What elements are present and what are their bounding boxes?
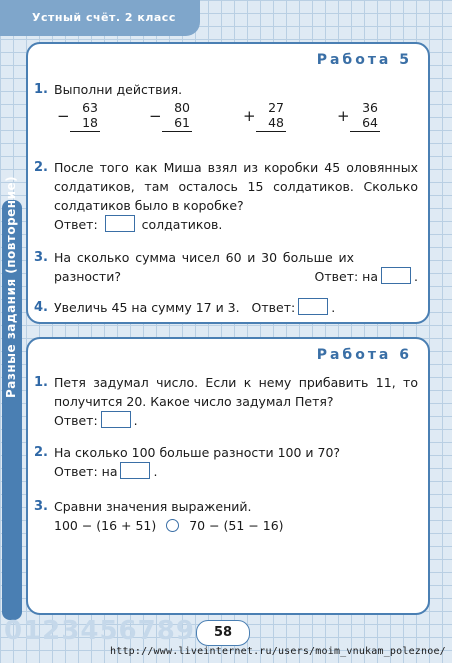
work5-task3 [34,248,418,286]
header-title: Устный счёт. 2 класс [32,11,176,24]
column-calc-3 [243,100,286,132]
operand-top: 63 [82,100,98,115]
answer-label: Ответ: на [314,269,379,284]
answer-box[interactable] [101,411,131,428]
answer-suffix: . [133,413,138,428]
result-line [162,131,192,132]
answer-suffix: . [153,464,158,479]
task-number: 1. [34,375,48,390]
work6-title: Работа 6 [316,347,412,363]
decorative-digits: 0123456789 [4,616,195,646]
column-calc-4 [337,100,380,132]
answer-suffix: солдатиков. [141,217,223,232]
column-calc-2 [149,100,192,132]
answer-box[interactable] [105,215,135,232]
operand-top: 27 [268,100,284,115]
column-calc-1 [57,100,100,132]
answer-box[interactable] [298,298,328,315]
answer-label: Ответ: на [54,464,118,479]
work5-task1 [34,80,418,99]
page-number: 58 [196,620,250,646]
work6-task3 [34,497,418,535]
watermark-url: http://www.liveinternet.ru/users/moim_vnukam_poleznoe/ [110,646,446,657]
task-number: 1. [34,82,48,97]
task-text: Петя задумал число. Если к нему прибавить 11, то получится 20. Какое число задумал Петя? [54,375,418,409]
work5-title: Работа 5 [316,52,412,68]
operator: − [57,107,70,125]
work5-task2 [34,158,418,234]
operand-bottom: 48 [268,115,284,130]
operand-top: 36 [362,100,378,115]
answer-box[interactable] [120,462,150,479]
task-text: Выполни действия. [54,82,183,97]
operand-bottom: 18 [82,115,98,130]
answer-suffix: . [331,300,336,315]
answer-label: Ответ: [251,300,296,315]
operator: − [149,107,162,125]
operand-bottom: 61 [174,115,190,130]
task-number: 3. [34,250,48,265]
task-number: 2. [34,445,48,460]
work6-card [26,337,430,615]
work5-task4 [34,298,418,317]
task-text: На сколько сумма чисел 60 и 30 больше их разности? [54,250,354,284]
task-text: Увеличь 45 на сумму 17 и 3. [54,300,240,315]
work6-task1 [34,373,418,430]
task-number: 4. [34,300,48,315]
task-text: Сравни значения выражений. [54,499,252,514]
answer-label: Ответ: [54,413,98,428]
work5-card [26,42,430,324]
compare-circle[interactable] [166,519,179,532]
operator: + [243,107,256,125]
answer-label: Ответ: [54,217,98,232]
operand-bottom: 64 [362,115,378,130]
result-line [256,131,286,132]
header-tab [0,0,200,36]
work6-task2 [34,443,418,481]
task-number: 3. [34,499,48,514]
task-text: На сколько 100 больше разности 100 и 70? [54,445,341,460]
expression-right: 70 − (51 − 16) [189,518,284,533]
task-text: После того как Миша взял из коробки 45 оловянных солдатиков, там осталось 15 солдатиков. Сколько солдатиков было в коробке? [54,160,418,213]
operand-top: 80 [174,100,190,115]
side-label: Разные задания (повторение) [4,175,18,398]
answer-box[interactable] [381,267,411,284]
result-line [350,131,380,132]
answer-suffix: . [414,269,418,284]
task-number: 2. [34,160,48,175]
result-line [70,131,100,132]
operator: + [337,107,350,125]
expression-left: 100 − (16 + 51) [54,518,157,533]
